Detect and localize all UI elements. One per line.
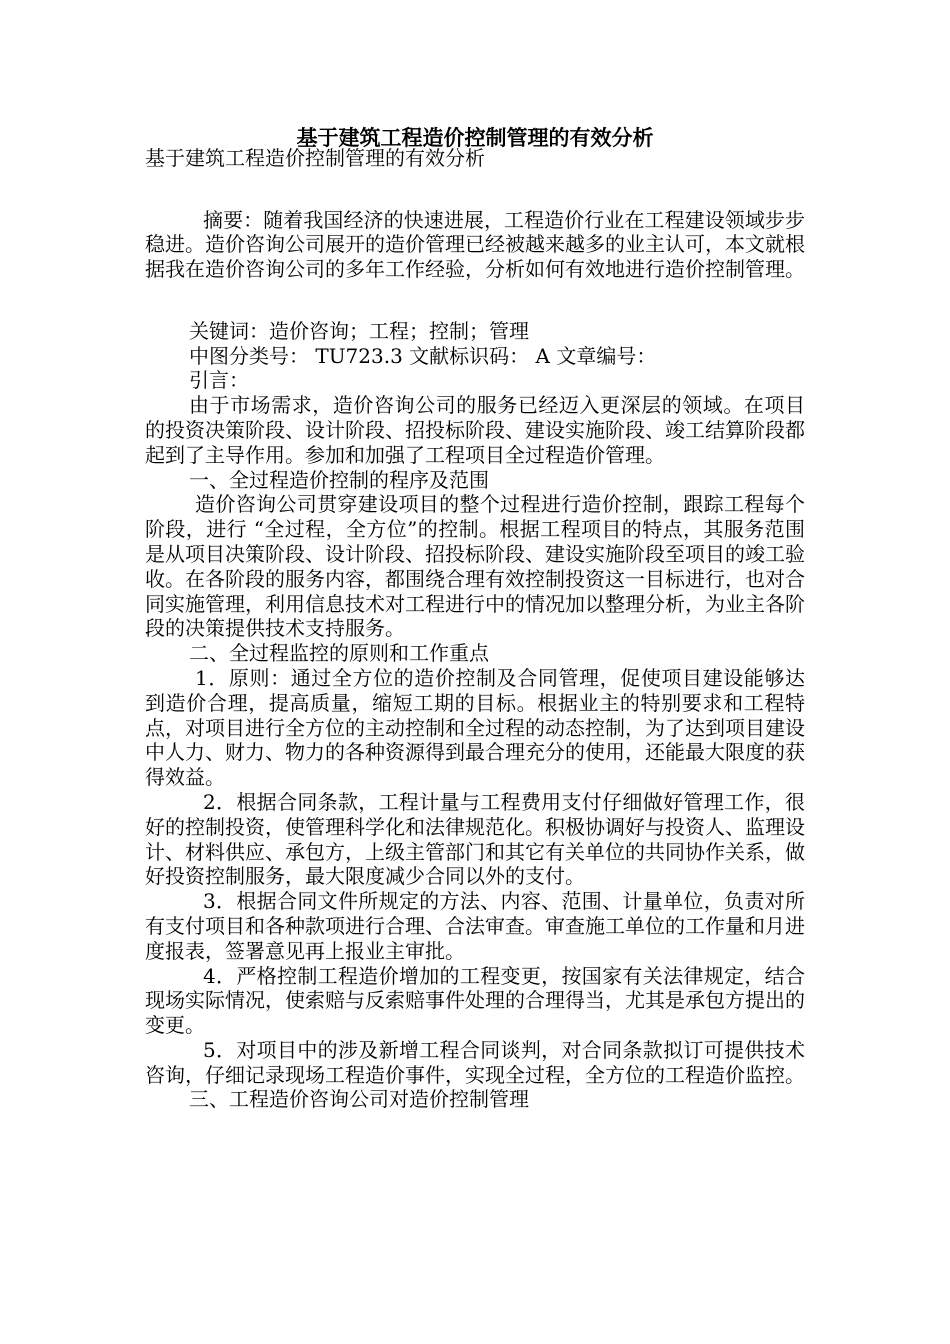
principle-item-2: 2．根据合同条款，工程计量与工程费用支付仔细做好管理工作，很好的控制投资，使管理科学化和法律规范化。积极协调好与投资人、监理设计、材料供应、承包方，上级主管部门和其它有关单位的共同协作关系，做好投资控制服务，最大限度减少合同以外的支付。 bbox=[145, 789, 805, 889]
spacer bbox=[145, 171, 805, 196]
spacer bbox=[145, 196, 805, 208]
principle-item-3: 3．根据合同文件所规定的方法、内容、范围、计量单位，负责对所有支付项目和各种款项进行合理、合法审查。审查施工单位的工作量和月进度报表，签署意见再上报业主审批。 bbox=[145, 889, 805, 963]
spacer bbox=[145, 282, 805, 307]
section3-heading: 三、工程造价咨询公司对造价控制管理 bbox=[189, 1087, 529, 1112]
principle-item-1: 1．原则：通过全方位的造价控制及合同管理，促使项目建设能够达到造价合理，提高质量，缩短工期的目标。根据业主的特别要求和工程特点，对项目进行全方位的主动控制和全过程的动态控制，为了达到项目建设中人力、财力、物力的各种资源得到最合理充分的使用，还能最大限度的获得效益。 bbox=[145, 665, 805, 790]
keywords-line: 关键词：造价咨询；工程；控制；管理 bbox=[189, 318, 529, 343]
principle-item-4: 4．严格控制工程造价增加的工程变更，按国家有关法律规定，结合现场实际情况，使索赔与反索赔事件处理的合理得当，尤其是承包方提出的变更。 bbox=[145, 963, 805, 1038]
spacer bbox=[145, 307, 805, 319]
section1-paragraph: 造价咨询公司贯穿建设项目的整个过程进行造价控制，跟踪工程每个阶段，进行 “全过程，全方位”的控制。根据工程项目的特点，其服务范围是从项目决策阶段、设计阶段、招投标阶段、建设实施阶段至项目的竣工验收。在各阶段的服务内容，都围绕合理有效控制投资这一目标进行，也对合同实施管理，利用信息技术对工程进行中的情况加以整理分析，为业主各阶段的决策提供技术支持服务。 bbox=[145, 492, 805, 641]
intro-paragraph: 由于市场需求，造价咨询公司的服务已经迈入更深层的领域。在项目的投资决策阶段、设计阶段、招投标阶段、建设实施阶段、竣工结算阶段都起到了主导作用。参加和加强了工程项目全过程造价管理。 bbox=[145, 393, 805, 467]
classification-line: 中图分类号： TU723.3 文献标识码： A 文章编号： bbox=[189, 343, 657, 368]
document-body bbox=[145, 146, 805, 1112]
section2-heading: 二、全过程监控的原则和工作重点 bbox=[189, 641, 489, 666]
abstract-paragraph: 摘要：随着我国经济的快速进展，工程造价行业在工程建设领域步步稳进。造价咨询公司展开的造价管理已经被越来越多的业主认可，本文就根据我在造价咨询公司的多年工作经验，分析如何有效地进行造价控制管理。 bbox=[145, 207, 805, 282]
document-title: 基于建筑工程造价控制管理的有效分析 bbox=[296, 125, 654, 150]
document-subtitle: 基于建筑工程造价控制管理的有效分析 bbox=[145, 146, 485, 170]
principle-item-5: 5．对项目中的涉及新增工程合同谈判，对合同条款拟订可提供技术咨询，仔细记录现场工程造价事件，实现全过程，全方位的工程造价监控。 bbox=[145, 1037, 805, 1087]
section1-heading: 一、全过程造价控制的程序及范围 bbox=[189, 467, 489, 492]
intro-heading: 引言： bbox=[189, 368, 249, 393]
